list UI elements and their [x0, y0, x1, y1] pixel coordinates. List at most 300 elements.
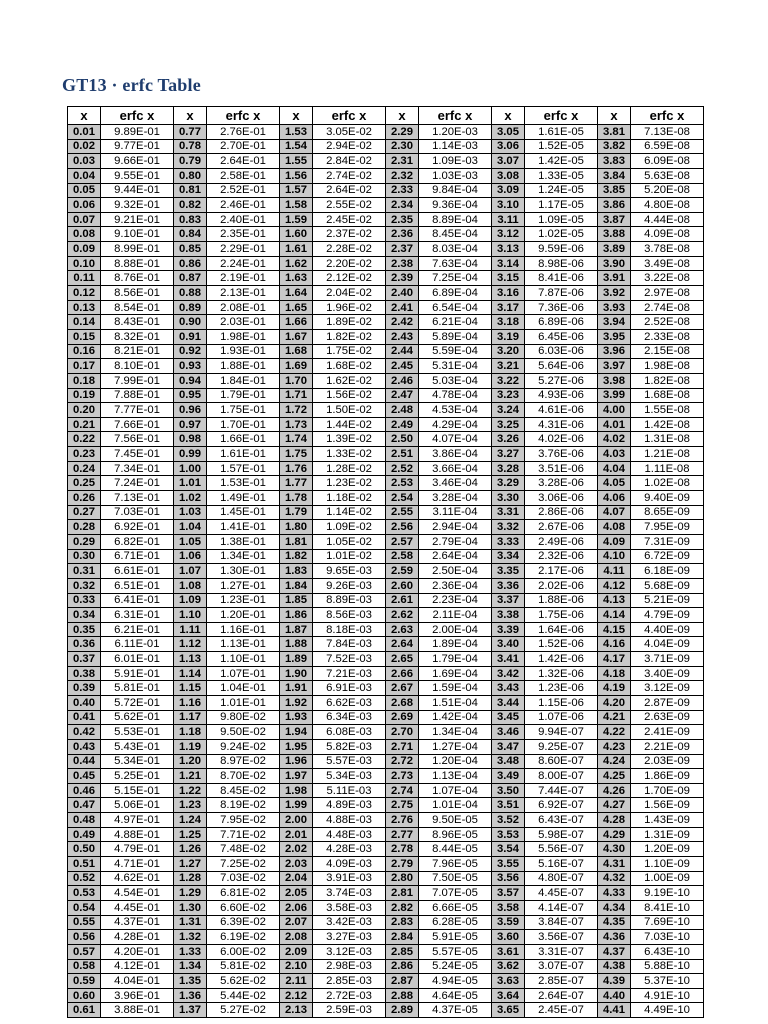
x-value-cell: 0.91	[174, 329, 207, 344]
erfc-value-cell: 6.66E-05	[419, 900, 492, 915]
erfc-value-cell: 6.81E-02	[207, 886, 280, 901]
x-value-cell: 2.73	[386, 769, 419, 784]
table-row	[68, 403, 704, 418]
x-value-cell: 0.25	[68, 476, 101, 491]
erfc-value-cell: 3.86E-04	[419, 447, 492, 462]
table-row	[68, 212, 704, 227]
x-value-cell: 1.25	[174, 827, 207, 842]
x-value-cell: 0.99	[174, 447, 207, 462]
x-value-cell: 0.08	[68, 227, 101, 242]
x-value-cell: 1.84	[280, 578, 313, 593]
erfc-value-cell: 8.10E-01	[101, 359, 174, 374]
table-row	[68, 754, 704, 769]
erfc-value-cell: 3.88E-01	[101, 1003, 174, 1018]
erfc-value-cell: 9.25E-07	[525, 739, 598, 754]
x-value-cell: 3.33	[492, 534, 525, 549]
erfc-value-cell: 5.24E-05	[419, 959, 492, 974]
erfc-value-cell: 1.42E-08	[631, 417, 704, 432]
x-value-cell: 2.76	[386, 813, 419, 828]
erfc-value-cell: 1.05E-02	[313, 534, 386, 549]
x-value-cell: 3.45	[492, 710, 525, 725]
erfc-value-cell: 9.80E-02	[207, 710, 280, 725]
erfc-value-cell: 5.64E-06	[525, 359, 598, 374]
erfc-value-cell: 8.19E-02	[207, 798, 280, 813]
x-value-cell: 0.88	[174, 286, 207, 301]
x-value-cell: 0.26	[68, 491, 101, 506]
x-value-cell: 2.54	[386, 491, 419, 506]
x-value-cell: 4.04	[598, 461, 631, 476]
erfc-value-cell: 1.01E-02	[313, 549, 386, 564]
erfc-value-cell: 3.31E-07	[525, 944, 598, 959]
x-value-cell: 1.91	[280, 681, 313, 696]
x-value-cell: 1.06	[174, 549, 207, 564]
erfc-value-cell: 3.84E-07	[525, 915, 598, 930]
erfc-value-cell: 1.01E-04	[419, 798, 492, 813]
x-value-cell: 2.60	[386, 578, 419, 593]
x-value-cell: 4.13	[598, 593, 631, 608]
x-value-cell: 1.87	[280, 622, 313, 637]
erfc-value-cell: 4.54E-01	[101, 886, 174, 901]
table-row	[68, 827, 704, 842]
erfc-value-cell: 2.64E-04	[419, 549, 492, 564]
x-value-cell: 1.59	[280, 212, 313, 227]
x-value-cell: 2.64	[386, 637, 419, 652]
erfc-value-cell: 7.50E-05	[419, 871, 492, 886]
erfc-value-cell: 5.25E-01	[101, 769, 174, 784]
x-value-cell: 0.41	[68, 710, 101, 725]
x-value-cell: 0.01	[68, 125, 101, 140]
x-value-cell: 3.49	[492, 769, 525, 784]
x-value-cell: 3.26	[492, 432, 525, 447]
x-value-cell: 4.25	[598, 769, 631, 784]
x-value-cell: 1.89	[280, 652, 313, 667]
erfc-value-cell: 5.27E-02	[207, 1003, 280, 1018]
x-value-cell: 2.82	[386, 900, 419, 915]
x-value-cell: 2.58	[386, 549, 419, 564]
table-row	[68, 300, 704, 315]
x-value-cell: 3.43	[492, 681, 525, 696]
x-value-cell: 3.05	[492, 125, 525, 140]
erfc-value-cell: 1.23E-01	[207, 593, 280, 608]
x-value-cell: 2.85	[386, 944, 419, 959]
table-row	[68, 168, 704, 183]
x-value-cell: 0.35	[68, 622, 101, 637]
erfc-value-cell: 4.04E-01	[101, 974, 174, 989]
x-value-cell: 1.58	[280, 198, 313, 213]
erfc-value-cell: 2.41E-09	[631, 725, 704, 740]
table-row	[68, 974, 704, 989]
x-value-cell: 4.29	[598, 827, 631, 842]
erfc-value-cell: 5.16E-07	[525, 857, 598, 872]
erfc-value-cell: 4.20E-01	[101, 944, 174, 959]
erfc-value-cell: 5.72E-01	[101, 695, 174, 710]
erfc-value-cell: 7.24E-01	[101, 476, 174, 491]
x-value-cell: 3.27	[492, 447, 525, 462]
x-value-cell: 2.01	[280, 827, 313, 842]
x-value-cell: 0.43	[68, 739, 101, 754]
x-value-cell: 2.65	[386, 652, 419, 667]
x-value-cell: 2.09	[280, 944, 313, 959]
x-value-cell: 0.02	[68, 139, 101, 154]
x-value-cell: 4.20	[598, 695, 631, 710]
table-row	[68, 739, 704, 754]
erfc-value-cell: 1.53E-01	[207, 476, 280, 491]
x-value-cell: 4.17	[598, 652, 631, 667]
erfc-value-cell: 5.57E-05	[419, 944, 492, 959]
x-value-cell: 1.00	[174, 461, 207, 476]
erfc-value-cell: 1.59E-04	[419, 681, 492, 696]
erfc-value-cell: 2.04E-02	[313, 286, 386, 301]
table-row	[68, 915, 704, 930]
erfc-value-cell: 1.33E-05	[525, 168, 598, 183]
x-value-cell: 2.80	[386, 871, 419, 886]
erfc-value-cell: 1.38E-01	[207, 534, 280, 549]
x-value-cell: 3.62	[492, 959, 525, 974]
x-value-cell: 1.70	[280, 373, 313, 388]
x-value-cell: 2.57	[386, 534, 419, 549]
table-row	[68, 242, 704, 257]
erfc-value-cell: 2.28E-02	[313, 242, 386, 257]
x-value-cell: 1.27	[174, 857, 207, 872]
erfc-value-cell: 6.01E-01	[101, 652, 174, 667]
x-value-cell: 3.07	[492, 154, 525, 169]
table-row	[68, 578, 704, 593]
x-value-cell: 3.61	[492, 944, 525, 959]
erfc-value-cell: 8.88E-01	[101, 256, 174, 271]
x-value-cell: 2.40	[386, 286, 419, 301]
x-value-cell: 4.39	[598, 974, 631, 989]
x-value-cell: 0.45	[68, 769, 101, 784]
x-value-cell: 3.31	[492, 505, 525, 520]
erfc-value-cell: 2.00E-04	[419, 622, 492, 637]
x-value-cell: 3.91	[598, 271, 631, 286]
table-row	[68, 505, 704, 520]
x-value-cell: 3.57	[492, 886, 525, 901]
x-value-cell: 3.23	[492, 388, 525, 403]
table-row	[68, 373, 704, 388]
x-value-cell: 3.94	[598, 315, 631, 330]
table-row	[68, 886, 704, 901]
x-value-cell: 0.06	[68, 198, 101, 213]
erfc-value-cell: 5.63E-08	[631, 168, 704, 183]
x-value-cell: 0.89	[174, 300, 207, 315]
erfc-value-cell: 2.63E-09	[631, 710, 704, 725]
table-row	[68, 900, 704, 915]
erfc-value-cell: 5.53E-01	[101, 725, 174, 740]
x-value-cell: 2.07	[280, 915, 313, 930]
erfc-value-cell: 1.23E-06	[525, 681, 598, 696]
x-value-cell: 0.46	[68, 783, 101, 798]
erfc-value-cell: 4.14E-07	[525, 900, 598, 915]
erfc-value-cell: 5.11E-03	[313, 783, 386, 798]
erfc-value-cell: 1.52E-06	[525, 637, 598, 652]
erfc-table	[67, 106, 704, 1018]
erfc-value-cell: 6.08E-03	[313, 725, 386, 740]
x-value-cell: 1.02	[174, 491, 207, 506]
x-value-cell: 3.48	[492, 754, 525, 769]
x-value-cell: 2.78	[386, 842, 419, 857]
erfc-value-cell: 4.97E-01	[101, 813, 174, 828]
table-row	[68, 944, 704, 959]
erfc-value-cell: 9.89E-01	[101, 125, 174, 140]
x-value-cell: 2.88	[386, 988, 419, 1003]
x-value-cell: 2.12	[280, 988, 313, 1003]
x-value-cell: 1.75	[280, 447, 313, 462]
x-value-cell: 1.03	[174, 505, 207, 520]
erfc-value-cell: 8.03E-04	[419, 242, 492, 257]
erfc-value-cell: 7.66E-01	[101, 417, 174, 432]
x-value-cell: 3.88	[598, 227, 631, 242]
x-value-cell: 1.22	[174, 783, 207, 798]
erfc-value-cell: 2.45E-02	[313, 212, 386, 227]
erfc-value-cell: 1.55E-08	[631, 403, 704, 418]
erfc-value-cell: 1.86E-09	[631, 769, 704, 784]
x-value-cell: 3.86	[598, 198, 631, 213]
x-value-cell: 2.59	[386, 564, 419, 579]
erfc-value-cell: 2.49E-06	[525, 534, 598, 549]
erfc-value-cell: 1.20E-04	[419, 754, 492, 769]
erfc-value-cell: 7.31E-09	[631, 534, 704, 549]
erfc-value-cell: 1.82E-02	[313, 329, 386, 344]
x-value-cell: 0.34	[68, 608, 101, 623]
erfc-value-cell: 5.98E-07	[525, 827, 598, 842]
erfc-value-cell: 2.87E-09	[631, 695, 704, 710]
x-value-cell: 1.82	[280, 549, 313, 564]
x-value-cell: 3.11	[492, 212, 525, 227]
erfc-value-cell: 3.05E-02	[313, 125, 386, 140]
x-value-cell: 4.14	[598, 608, 631, 623]
erfc-value-cell: 6.51E-01	[101, 578, 174, 593]
table-row	[68, 432, 704, 447]
x-value-cell: 3.53	[492, 827, 525, 842]
erfc-value-cell: 5.91E-01	[101, 666, 174, 681]
erfc-value-cell: 8.89E-03	[313, 593, 386, 608]
erfc-value-cell: 5.62E-02	[207, 974, 280, 989]
x-value-cell: 1.71	[280, 388, 313, 403]
x-value-cell: 3.25	[492, 417, 525, 432]
header-x: x	[280, 107, 313, 125]
erfc-value-cell: 7.95E-02	[207, 813, 280, 828]
x-value-cell: 2.89	[386, 1003, 419, 1018]
x-value-cell: 3.52	[492, 813, 525, 828]
erfc-value-cell: 5.57E-03	[313, 754, 386, 769]
erfc-value-cell: 2.52E-08	[631, 315, 704, 330]
x-value-cell: 3.85	[598, 183, 631, 198]
x-value-cell: 4.33	[598, 886, 631, 901]
x-value-cell: 3.20	[492, 344, 525, 359]
x-value-cell: 1.36	[174, 988, 207, 1003]
x-value-cell: 3.15	[492, 271, 525, 286]
header-erfc: erfc x	[101, 107, 174, 125]
erfc-value-cell: 7.84E-03	[313, 637, 386, 652]
erfc-value-cell: 1.42E-06	[525, 652, 598, 667]
erfc-value-cell: 7.07E-05	[419, 886, 492, 901]
x-value-cell: 0.96	[174, 403, 207, 418]
x-value-cell: 2.33	[386, 183, 419, 198]
erfc-value-cell: 1.42E-04	[419, 710, 492, 725]
erfc-value-cell: 7.52E-03	[313, 652, 386, 667]
x-value-cell: 4.28	[598, 813, 631, 828]
erfc-value-cell: 7.03E-01	[101, 505, 174, 520]
x-value-cell: 4.34	[598, 900, 631, 915]
erfc-value-cell: 1.30E-01	[207, 564, 280, 579]
x-value-cell: 0.57	[68, 944, 101, 959]
x-value-cell: 2.48	[386, 403, 419, 418]
erfc-value-cell: 3.40E-09	[631, 666, 704, 681]
erfc-value-cell: 8.21E-01	[101, 344, 174, 359]
erfc-value-cell: 1.09E-02	[313, 520, 386, 535]
x-value-cell: 3.18	[492, 315, 525, 330]
x-value-cell: 0.51	[68, 857, 101, 872]
x-value-cell: 3.19	[492, 329, 525, 344]
erfc-value-cell: 7.48E-02	[207, 842, 280, 857]
x-value-cell: 3.17	[492, 300, 525, 315]
erfc-value-cell: 7.36E-06	[525, 300, 598, 315]
erfc-value-cell: 2.20E-02	[313, 256, 386, 271]
erfc-value-cell: 3.56E-07	[525, 930, 598, 945]
erfc-value-cell: 4.40E-09	[631, 622, 704, 637]
erfc-value-cell: 2.46E-01	[207, 198, 280, 213]
erfc-value-cell: 3.11E-04	[419, 505, 492, 520]
x-value-cell: 4.16	[598, 637, 631, 652]
x-value-cell: 2.32	[386, 168, 419, 183]
x-value-cell: 3.54	[492, 842, 525, 857]
erfc-value-cell: 1.43E-09	[631, 813, 704, 828]
x-value-cell: 0.84	[174, 227, 207, 242]
x-value-cell: 1.79	[280, 505, 313, 520]
x-value-cell: 3.82	[598, 139, 631, 154]
x-value-cell: 2.51	[386, 447, 419, 462]
x-value-cell: 3.37	[492, 593, 525, 608]
table-row	[68, 681, 704, 696]
erfc-value-cell: 2.15E-08	[631, 344, 704, 359]
erfc-value-cell: 7.13E-08	[631, 125, 704, 140]
x-value-cell: 2.50	[386, 432, 419, 447]
header-erfc: erfc x	[525, 107, 598, 125]
table-row	[68, 417, 704, 432]
x-value-cell: 1.77	[280, 476, 313, 491]
erfc-value-cell: 3.28E-06	[525, 476, 598, 491]
erfc-value-cell: 5.31E-04	[419, 359, 492, 374]
erfc-value-cell: 5.68E-09	[631, 578, 704, 593]
erfc-value-cell: 1.41E-01	[207, 520, 280, 535]
x-value-cell: 3.81	[598, 125, 631, 140]
erfc-value-cell: 1.88E-06	[525, 593, 598, 608]
x-value-cell: 1.55	[280, 154, 313, 169]
x-value-cell: 1.65	[280, 300, 313, 315]
table-row	[68, 564, 704, 579]
x-value-cell: 4.06	[598, 491, 631, 506]
x-value-cell: 0.93	[174, 359, 207, 374]
x-value-cell: 1.72	[280, 403, 313, 418]
x-value-cell: 2.29	[386, 125, 419, 140]
x-value-cell: 0.59	[68, 974, 101, 989]
erfc-value-cell: 9.32E-01	[101, 198, 174, 213]
erfc-value-cell: 4.80E-08	[631, 198, 704, 213]
erfc-value-cell: 4.71E-01	[101, 857, 174, 872]
table-row	[68, 798, 704, 813]
erfc-value-cell: 1.44E-02	[313, 417, 386, 432]
erfc-value-cell: 6.41E-01	[101, 593, 174, 608]
x-value-cell: 2.70	[386, 725, 419, 740]
erfc-value-cell: 4.09E-08	[631, 227, 704, 242]
x-value-cell: 0.53	[68, 886, 101, 901]
erfc-value-cell: 6.28E-05	[419, 915, 492, 930]
x-value-cell: 2.62	[386, 608, 419, 623]
x-value-cell: 4.11	[598, 564, 631, 579]
erfc-value-cell: 1.96E-02	[313, 300, 386, 315]
erfc-value-cell: 4.79E-01	[101, 842, 174, 857]
x-value-cell: 4.22	[598, 725, 631, 740]
erfc-value-cell: 8.43E-01	[101, 315, 174, 330]
x-value-cell: 3.08	[492, 168, 525, 183]
erfc-value-cell: 6.82E-01	[101, 534, 174, 549]
x-value-cell: 1.64	[280, 286, 313, 301]
erfc-value-cell: 5.34E-03	[313, 769, 386, 784]
erfc-value-cell: 5.44E-02	[207, 988, 280, 1003]
x-value-cell: 4.27	[598, 798, 631, 813]
erfc-value-cell: 4.45E-01	[101, 900, 174, 915]
table-row	[68, 959, 704, 974]
erfc-value-cell: 7.25E-02	[207, 857, 280, 872]
x-value-cell: 4.08	[598, 520, 631, 535]
erfc-value-cell: 1.70E-09	[631, 783, 704, 798]
x-value-cell: 0.29	[68, 534, 101, 549]
erfc-value-cell: 4.94E-05	[419, 974, 492, 989]
x-value-cell: 2.68	[386, 695, 419, 710]
x-value-cell: 3.51	[492, 798, 525, 813]
erfc-value-cell: 1.93E-01	[207, 344, 280, 359]
x-value-cell: 0.49	[68, 827, 101, 842]
erfc-value-cell: 5.88E-10	[631, 959, 704, 974]
erfc-value-cell: 2.19E-01	[207, 271, 280, 286]
x-value-cell: 1.26	[174, 842, 207, 857]
x-value-cell: 2.08	[280, 930, 313, 945]
table-row	[68, 842, 704, 857]
x-value-cell: 3.32	[492, 520, 525, 535]
erfc-value-cell: 9.65E-03	[313, 564, 386, 579]
table-row	[68, 1003, 704, 1018]
erfc-value-cell: 1.61E-05	[525, 125, 598, 140]
erfc-value-cell: 6.19E-02	[207, 930, 280, 945]
table-row	[68, 593, 704, 608]
x-value-cell: 3.39	[492, 622, 525, 637]
x-value-cell: 2.69	[386, 710, 419, 725]
x-value-cell: 4.38	[598, 959, 631, 974]
x-value-cell: 2.45	[386, 359, 419, 374]
erfc-value-cell: 7.69E-10	[631, 915, 704, 930]
x-value-cell: 0.98	[174, 432, 207, 447]
table-row	[68, 388, 704, 403]
erfc-value-cell: 2.40E-01	[207, 212, 280, 227]
x-value-cell: 0.90	[174, 315, 207, 330]
erfc-value-cell: 2.67E-06	[525, 520, 598, 535]
x-value-cell: 2.67	[386, 681, 419, 696]
x-value-cell: 1.54	[280, 139, 313, 154]
x-value-cell: 1.08	[174, 578, 207, 593]
header-x: x	[68, 107, 101, 125]
erfc-value-cell: 2.33E-08	[631, 329, 704, 344]
table-row	[68, 695, 704, 710]
x-value-cell: 0.52	[68, 871, 101, 886]
erfc-value-cell: 6.43E-10	[631, 944, 704, 959]
header-x: x	[598, 107, 631, 125]
erfc-value-cell: 1.01E-01	[207, 695, 280, 710]
erfc-value-cell: 7.71E-02	[207, 827, 280, 842]
x-value-cell: 3.46	[492, 725, 525, 740]
x-value-cell: 1.94	[280, 725, 313, 740]
erfc-value-cell: 1.27E-04	[419, 739, 492, 754]
